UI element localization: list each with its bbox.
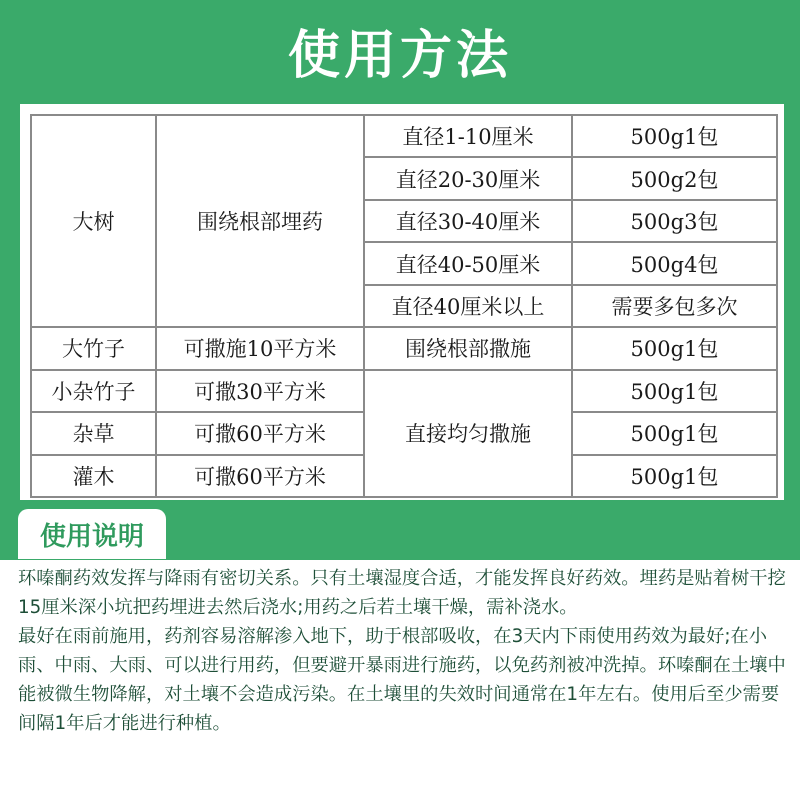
method-cell: 可撒施10平方米	[156, 327, 364, 369]
dose-cell: 500g4包	[572, 242, 777, 284]
target-cell: 大树	[31, 115, 156, 327]
instructions-paragraph: 环嗪酮药效发挥与降雨有密切关系。只有土壤湿度合适，才能发挥良好药效。埋药是贴着树干挖15厘米深小坑把药埋进去然后浇水;用药之后若土壤干燥，需补浇水。	[18, 568, 786, 618]
method-cell: 可撒30平方米	[156, 370, 364, 412]
instructions-text	[18, 564, 788, 738]
page-title: 使用方法	[287, 25, 512, 86]
condition-cell: 直径1-10厘米	[364, 115, 572, 157]
dose-cell: 500g1包	[572, 370, 777, 412]
condition-cell: 直接均匀撒施	[364, 370, 572, 497]
dose-cell: 500g2包	[572, 157, 777, 199]
dose-cell: 500g1包	[572, 412, 777, 454]
instructions-heading: 使用说明	[18, 509, 166, 559]
condition-cell: 直径30-40厘米	[364, 200, 572, 242]
table-row	[31, 327, 777, 369]
usage-table-panel	[20, 104, 784, 500]
dose-cell: 需要多包多次	[572, 285, 777, 327]
method-cell: 围绕根部埋药	[156, 115, 364, 327]
instructions-paragraph: 最好在雨前施用，药剂容易溶解渗入地下，助于根部吸收，在3天内下雨使用药效为最好;在小雨、中雨、大雨、可以进行用药，但要避开暴雨进行施药，以免药剂被冲洗掉。环嗪酮在土壤中能被微生物降解，对土壤不会造成污染。在土壤里的失效时间通常在1年左右。使用后至少需要间隔1年后才能进行种植。	[18, 626, 786, 734]
dose-cell: 500g1包	[572, 115, 777, 157]
condition-cell: 围绕根部撒施	[364, 327, 572, 369]
table-row	[31, 115, 777, 157]
table-row	[31, 370, 777, 412]
dose-cell: 500g3包	[572, 200, 777, 242]
condition-cell: 直径40-50厘米	[364, 242, 572, 284]
dose-cell: 500g1包	[572, 327, 777, 369]
dose-cell: 500g1包	[572, 455, 777, 498]
target-cell: 杂草	[31, 412, 156, 454]
condition-cell: 直径40厘米以上	[364, 285, 572, 327]
target-cell: 大竹子	[31, 327, 156, 369]
method-cell: 可撒60平方米	[156, 412, 364, 454]
usage-table	[30, 114, 778, 498]
method-cell: 可撒60平方米	[156, 455, 364, 498]
target-cell: 小杂竹子	[31, 370, 156, 412]
target-cell: 灌木	[31, 455, 156, 498]
condition-cell: 直径20-30厘米	[364, 157, 572, 199]
